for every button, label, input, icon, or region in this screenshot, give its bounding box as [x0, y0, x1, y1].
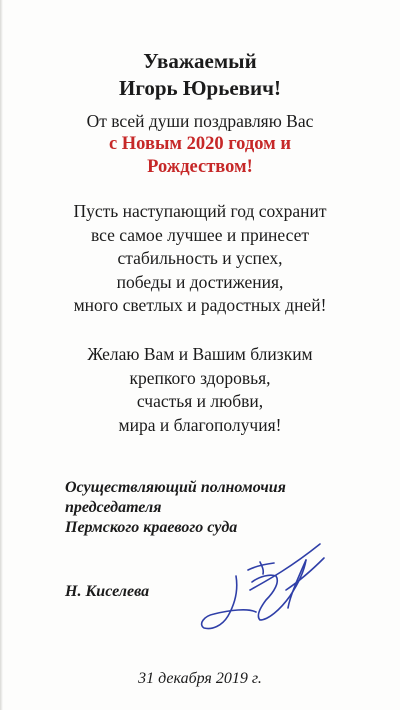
wishes-1-line: все самое лучшее и принесет	[90, 224, 310, 245]
wishes-2-line: счастья и любви,	[136, 391, 264, 411]
wishes-2-line: крепкого здоровья,	[129, 367, 271, 388]
salutation-line-1: Уважаемый	[143, 49, 257, 73]
signer-name: Н. Киселева	[65, 583, 150, 600]
holiday-highlight-line-1: с Новым 2020 годом и	[108, 134, 292, 154]
greeting-block	[0, 110, 400, 179]
signatory-title	[65, 478, 286, 538]
wishes-1-line: много светлых и радостных дней!	[73, 295, 327, 315]
letter-date: 31 декабря 2019 г.	[138, 670, 262, 687]
signatory-title-line: председателя	[65, 499, 162, 516]
salutation-line-2: Игорь Юрьевич!	[119, 76, 281, 100]
signatory-title-line: Осуществляющий полномочия	[65, 479, 286, 496]
wishes-2-line: мира и благополучия!	[118, 414, 282, 435]
signature-icon	[190, 530, 340, 640]
holiday-highlight-line-2: Рождеством!	[147, 157, 253, 177]
greeting-line: От всей души поздравляю Вас	[86, 111, 314, 131]
wishes-paragraph-1	[0, 200, 400, 318]
wishes-1-line: победы и достижения,	[116, 271, 284, 292]
wishes-1-line: стабильность и успех,	[117, 248, 283, 268]
wishes-1-line: Пусть наступающий год сохранит	[73, 201, 327, 221]
salutation	[0, 48, 400, 102]
wishes-2-line: Желаю Вам и Вашим близким	[87, 344, 313, 364]
signatory-title-line: Пермского краевого суда	[65, 519, 238, 536]
wishes-paragraph-2	[0, 343, 400, 437]
